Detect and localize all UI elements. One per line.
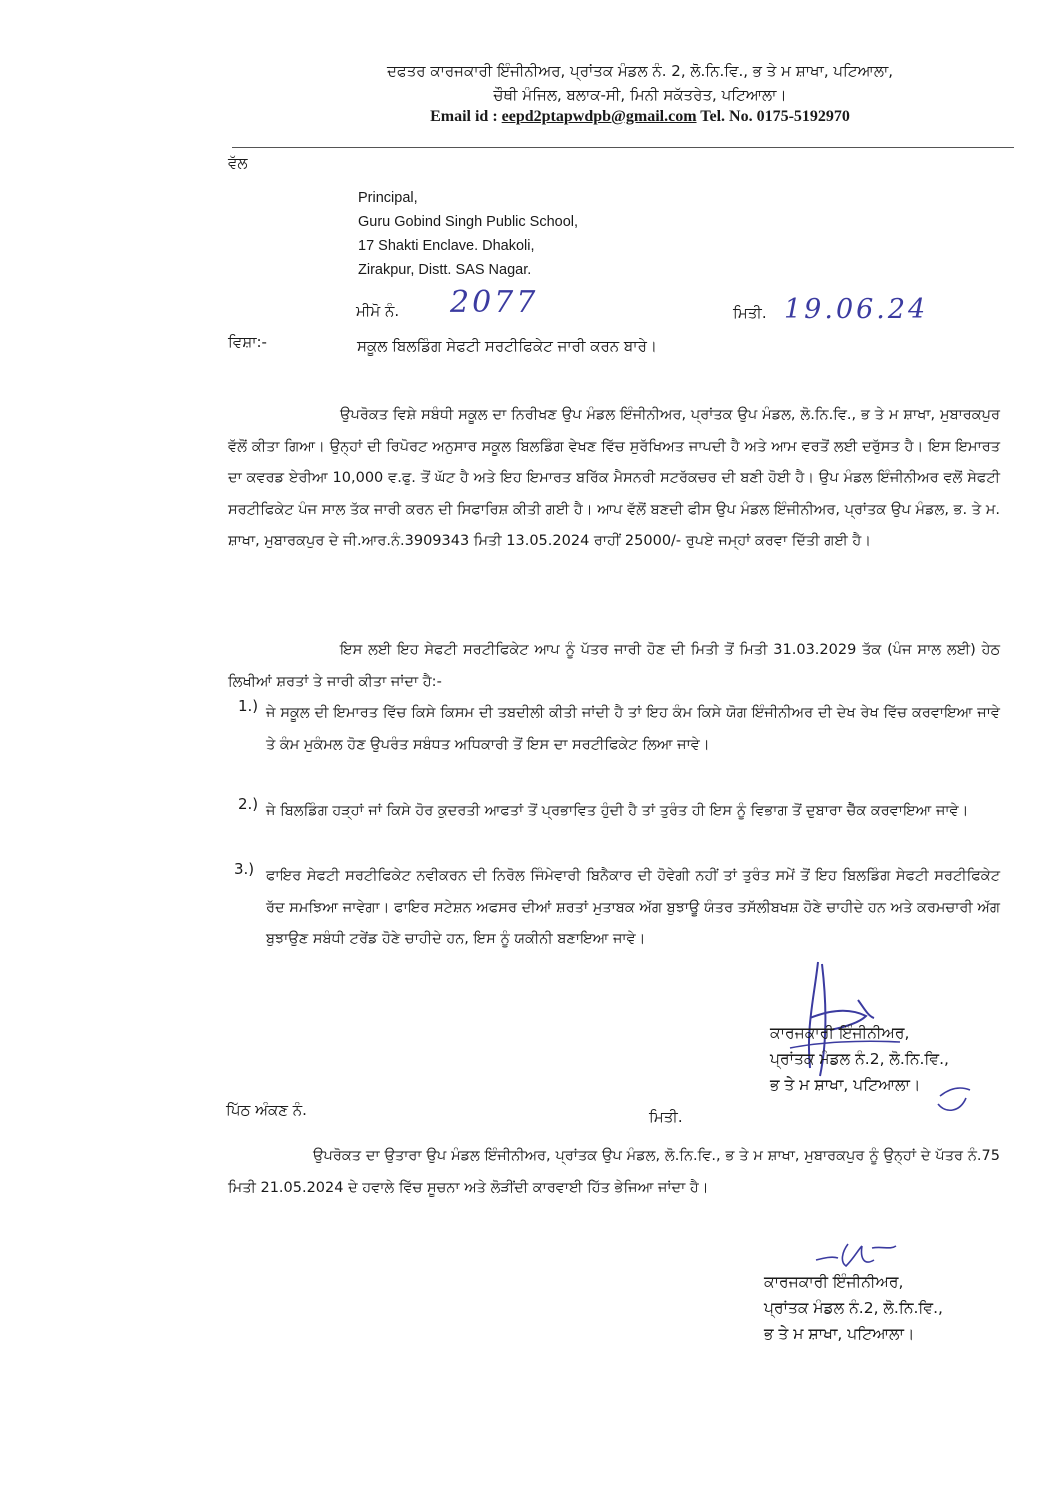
condition-number: 2.) <box>238 795 259 813</box>
condition-number: 3.) <box>234 860 255 878</box>
endorsement-label: ਪਿੱਠ ਅੰਕਣ ਨੰ. <box>226 1101 307 1119</box>
endorsement-date-label: ਮਿਤੀ. <box>649 1108 683 1126</box>
memo-date: 19.06.24 <box>784 294 929 325</box>
condition-item: ਫਾਇਰ ਸੇਫਟੀ ਸਰਟੀਫਿਕੇਟ ਨਵੀਕਰਨ ਦੀ ਨਿਰੋਲ ਜਿੰਮੇਵਾਰੀ ਬਿਨੈਕਾਰ ਦੀ ਹੋਵੇਗੀ ਨਹੀਂ ਤਾਂ ਤੁਰੰਤ ਸਮੇਂ ਤੋਂ ਇਹ ਬਿਲਡਿੰਗ ਸੇਫਟੀ ਸਰਟੀਫਿਕੇਟ ਰੱਦ ਸਮਝਿਆ ਜਾਵੇਗਾ। ਫਾਇਰ ਸਟੇਸ਼ਨ ਅਫਸਰ ਦੀਆਂ ਸ਼ਰਤਾਂ ਮੁਤਾਬਕ ਅੱਗ ਬੁਝਾਊ ਯੰਤਰ ਤਸੱਲੀਬਖਸ਼ ਹੋਣੇ ਚਾਹੀਦੇ ਹਨ ਅਤੇ ਕਰਮਚਾਰੀ ਅੱਗ ਬੁਝਾਉਣ ਸਬੰਧੀ ਟਰੇਂਡ ਹੋਣੇ ਚਾਹੀਦੇ ਹਨ, ਇਸ ਨੂੰ ਯਕੀਨੀ ਬਣਾਇਆ ਜਾਵੇ। <box>266 868 1000 947</box>
subject-label: ਵਿਸ਼ਾ:- <box>228 333 267 351</box>
endorsement-text: ਉਪਰੋਕਤ ਦਾ ਉਤਾਰਾ ਉਪ ਮੰਡਲ ਇੰਜੀਨੀਅਰ, ਪ੍ਰਾਂਤਕ ਉਪ ਮੰਡਲ, ਲੋ.ਨਿ.ਵਿ., ਭ ਤੇ ਮ ਸ਼ਾਖਾ, ਮੁਬਾਰਕਪੁਰ ਨੂੰ ਉਨ੍ਹਾਂ ਦੇ ਪੱਤਰ ਨੰ.75 ਮਿਤੀ 21.05.2024 ਦੇ ਹਵਾਲੇ ਵਿੱਚ ਸੂਚਨਾ ਅਤੇ ਲੋੜੀਂਦੀ ਕਾਰਵਾਈ ਹਿੱਤ ਭੇਜਿਆ ਜਾਂਦਾ ਹੈ। <box>228 1148 1000 1196</box>
body-paragraph-2: ਇਸ ਲਈ ਇਹ ਸੇਫਟੀ ਸਰਟੀਫਿਕੇਟ ਆਪ ਨੂੰ ਪੱਤਰ ਜਾਰੀ ਹੋਣ ਦੀ ਮਿਤੀ ਤੋਂ ਮਿਤੀ 31.03.2029 ਤੱਕ (ਪੰਜ ਸਾਲ ਲਈ) ਹੇਠ ਲਿਖੀਆਂ ਸ਼ਰਤਾਂ ਤੇ ਜਾਰੀ ਕੀਤਾ ਜਾਂਦਾ ਹੈ:- <box>228 642 1000 690</box>
email-label: Email id : <box>430 108 498 125</box>
to-label: ਵੱਲ <box>228 154 248 172</box>
signatory-division: ਪ੍ਰਾਂਤਕ ਮੰਡਲ ਨੰ.2, ਲੋ.ਨਿ.ਵਿ., <box>764 1299 943 1317</box>
subject-text: ਸਕੂਲ ਬਿਲਡਿੰਗ ਸੇਫਟੀ ਸਰਟੀਫਿਕੇਟ ਜਾਰੀ ਕਰਨ ਬਾਰੇ। <box>357 337 657 355</box>
address-line: Zirakpur, Distt. SAS Nagar. <box>358 262 532 278</box>
signatory-title: ਕਾਰਜਕਾਰੀ ਇੰਜੀਨੀਅਰ, <box>764 1273 904 1291</box>
office-header-line2: ਚੌਥੀ ਮੰਜਿਲ, ਬਲਾਕ-ਸੀ, ਮਿਨੀ ਸਕੱਤਰੇਤ, ਪਟਿਆਲਾ। <box>493 86 787 104</box>
recipient-address <box>358 186 578 282</box>
signatory-branch: ਭ ਤੇ ਮ ਸ਼ਾਖਾ, ਪਟਿਆਲਾ। <box>770 1076 921 1094</box>
signature-block-1 <box>770 1020 949 1098</box>
signatory-title: ਕਾਰਜਕਾਰੀ ਇੰਜੀਨੀਅਰ, <box>770 1024 910 1042</box>
condition-item: ਜੇ ਸਕੂਲ ਦੀ ਇਮਾਰਤ ਵਿੱਚ ਕਿਸੇ ਕਿਸਮ ਦੀ ਤਬਦੀਲੀ ਕੀਤੀ ਜਾਂਦੀ ਹੈ ਤਾਂ ਇਹ ਕੰਮ ਕਿਸੇ ਯੋਗ ਇੰਜੀਨੀਅਰ ਦੀ ਦੇਖ ਰੇਖ ਵਿੱਚ ਕਰਵਾਇਆ ਜਾਵੇ ਤੇ ਕੰਮ ਮੁਕੰਮਲ ਹੋਣ ਉਪਰੰਤ ਸਬੰਧਤ ਅਧਿਕਾਰੀ ਤੋਂ ਇਸ ਦਾ ਸਰਟੀਫਿਕੇਟ ਲਿਆ ਜਾਵੇ। <box>266 705 1000 753</box>
signatory-branch: ਭ ਤੇ ਮ ਸ਼ਾਖਾ, ਪਟਿਆਲਾ। <box>764 1325 915 1343</box>
signatory-division: ਪ੍ਰਾਂਤਕ ਮੰਡਲ ਨੰ.2, ਲੋ.ਨਿ.ਵਿ., <box>770 1050 949 1068</box>
header-rule <box>232 147 1014 148</box>
contact-line <box>250 108 1030 126</box>
office-header-line1: ਦਫਤਰ ਕਾਰਜਕਾਰੀ ਇੰਜੀਨੀਅਰ, ਪ੍ਰਾਂਤਕ ਮੰਡਲ ਨੰ. 2, ਲੋ.ਨਿ.ਵਿ., ਭ ਤੇ ਮ ਸ਼ਾਖਾ, ਪਟਿਆਲਾ, <box>386 62 894 80</box>
condition-item: ਜੇ ਬਿਲਡਿੰਗ ਹੜ੍ਹਾਂ ਜਾਂ ਕਿਸੇ ਹੋਰ ਕੁਦਰਤੀ ਆਫਤਾਂ ਤੋਂ ਪ੍ਰਭਾਵਿਤ ਹੁੰਦੀ ਹੈ ਤਾਂ ਤੁਰੰਤ ਹੀ ਇਸ ਨੂੰ ਵਿਭਾਗ ਤੋਂ ਦੁਬਾਰਾ ਚੈੱਕ ਕਰਵਾਇਆ ਜਾਵੇ। <box>266 803 969 819</box>
memo-label: ਮੀਮੋ ਨੰ. <box>356 302 400 320</box>
signature-block-2 <box>764 1269 943 1347</box>
address-line: Guru Gobind Singh Public School, <box>358 214 579 230</box>
email-link[interactable]: eepd2ptapwdpb@gmail.com <box>501 108 697 125</box>
address-line: 17 Shakti Enclave. Dhakoli, <box>358 238 535 254</box>
memo-number: 2077 <box>450 285 539 320</box>
body-paragraph-1: ਉਪਰੋਕਤ ਵਿਸ਼ੇ ਸਬੰਧੀ ਸਕੂਲ ਦਾ ਨਿਰੀਖਣ ਉਪ ਮੰਡਲ ਇੰਜੀਨੀਅਰ, ਪ੍ਰਾਂਤਕ ਉਪ ਮੰਡਲ, ਲੋ.ਨਿ.ਵਿ., ਭ ਤੇ ਮ ਸ਼ਾਖਾ, ਮੁਬਾਰਕਪੁਰ ਵੱਲੋਂ ਕੀਤਾ ਗਿਆ। ਉਨ੍ਹਾਂ ਦੀ ਰਿਪੋਰਟ ਅਨੁਸਾਰ ਸਕੂਲ ਬਿਲਡਿੰਗ ਵੇਖਣ ਵਿੱਚ ਸੁਰੱਖਿਅਤ ਜਾਪਦੀ ਹੈ ਅਤੇ ਆਮ ਵਰਤੋਂ ਲਈ ਦਰੁੱਸਤ ਹੈ। ਇਸ ਇਮਾਰਤ ਦਾ ਕਵਰਡ ਏਰੀਆ 10,000 ਵ.ਫੁ. ਤੋਂ ਘੱਟ ਹੈ ਅਤੇ ਇਹ ਇਮਾਰਤ ਬਰਿੱਕ ਮੈਸਨਰੀ ਸਟਰੱਕਚਰ ਦੀ ਬਣੀ ਹੋਈ ਹੈ। ਉਪ ਮੰਡਲ ਇੰਜੀਨੀਅਰ ਵਲੋਂ ਸੇਫਟੀ ਸਰਟੀਫਿਕੇਟ ਪੰਜ ਸਾਲ ਤੱਕ ਜਾਰੀ ਕਰਨ ਦੀ ਸਿਫਾਰਿਸ਼ ਕੀਤੀ ਗਈ ਹੈ। ਆਪ ਵੱਲੋਂ ਬਣਦੀ ਫੀਸ ਉਪ ਮੰਡਲ ਇੰਜੀਨੀਅਰ, ਪ੍ਰਾਂਤਕ ਉਪ ਮੰਡਲ, ਭ. ਤੇ ਮ. ਸ਼ਾਖਾ, ਮੁਬਾਰਕਪੁਰ ਦੇ ਜੀ.ਆਰ.ਨੰ.3909343 ਮਿਤੀ 13.05.2024 ਰਾਹੀਂ 25000/- ਰੁਪਏ ਜਮ੍ਹਾਂ ਕਰਵਾ ਦਿੱਤੀ ਗਈ ਹੈ। <box>228 407 1000 549</box>
address-line: Principal, <box>358 190 418 206</box>
condition-number: 1.) <box>238 697 259 715</box>
date-label: ਮਿਤੀ. <box>733 304 767 322</box>
telephone: Tel. No. 0175-5192970 <box>700 108 850 125</box>
